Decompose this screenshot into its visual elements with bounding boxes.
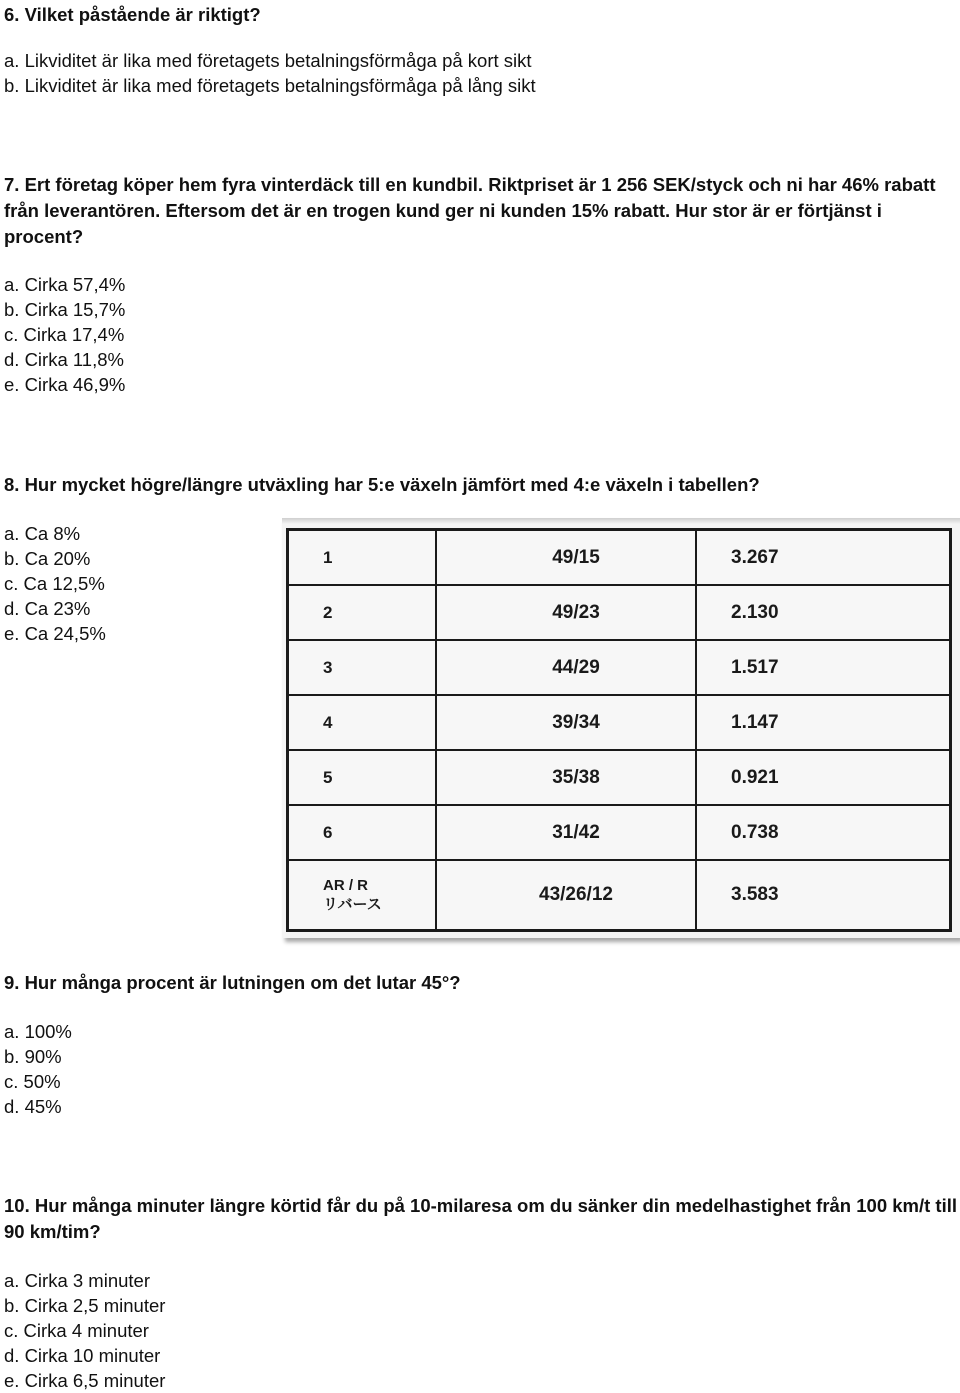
option-9b: b. 90% [4, 1046, 62, 1067]
ratio-cell: 3.583 [696, 860, 951, 930]
gear-cell: 5 [288, 750, 437, 805]
gear-cell: 6 [288, 805, 437, 860]
table-row [288, 530, 951, 586]
teeth-cell: 49/23 [436, 585, 696, 640]
option-8d: d. Ca 23% [4, 598, 91, 619]
option-10a: a. Cirka 3 minuter [4, 1270, 150, 1291]
question-6-text: 6. Vilket påstående är riktigt? [4, 4, 261, 25]
gear-cell: 4 [288, 695, 437, 750]
question-7-options [4, 272, 125, 397]
option-6b: b. Likviditet är lika med företagets betalningsförmåga på lång sikt [4, 75, 536, 96]
option-8e: e. Ca 24,5% [4, 623, 106, 644]
option-7b: b. Cirka 15,7% [4, 299, 126, 320]
table-row [288, 695, 951, 750]
question-7-text: 7. Ert företag köper hem fyra vinterdäck till en kundbil. Riktpriset är 1 256 SEK/styck och ni har 46% rabatt från leverantören. Eftersom det är en trogen kund ger ni kunden 15% rabatt. Hur stor är er förtjänst i procent? [4, 174, 936, 247]
teeth-cell: 31/42 [436, 805, 696, 860]
teeth-cell: 43/26/12 [436, 860, 696, 930]
question-9-options [4, 1019, 72, 1119]
option-8c: c. Ca 12,5% [4, 573, 105, 594]
option-8a: a. Ca 8% [4, 523, 81, 544]
gear-cell: 1 [288, 530, 437, 586]
option-9a: a. 100% [4, 1021, 72, 1042]
question-6-options [4, 48, 536, 98]
table-row-reverse [288, 860, 951, 930]
ratio-cell: 1.517 [696, 640, 951, 695]
option-6a: a. Likviditet är lika med företagets betalningsförmåga på kort sikt [4, 50, 532, 71]
teeth-cell: 39/34 [436, 695, 696, 750]
option-7a: a. Cirka 57,4% [4, 274, 126, 295]
question-10-text: 10. Hur många minuter längre körtid får du på 10-milaresa om du sänker din medelhastighet från 100 km/t till 90 km/tim? [4, 1195, 958, 1242]
option-10d: d. Cirka 10 minuter [4, 1345, 161, 1366]
question-8-options [4, 521, 106, 646]
ratio-cell: 0.921 [696, 750, 951, 805]
option-7e: e. Cirka 46,9% [4, 374, 126, 395]
gear-cell-reverse [288, 860, 437, 930]
option-10b: b. Cirka 2,5 minuter [4, 1295, 166, 1316]
option-9c: c. 50% [4, 1071, 61, 1092]
question-9-text: 9. Hur många procent är lutningen om det lutar 45°? [4, 972, 461, 993]
table-row [288, 640, 951, 695]
gear-cell: 3 [288, 640, 437, 695]
option-9d: d. 45% [4, 1096, 62, 1117]
gear-cell: 2 [288, 585, 437, 640]
teeth-cell: 49/15 [436, 530, 696, 586]
table-row [288, 585, 951, 640]
option-7c: c. Cirka 17,4% [4, 324, 125, 345]
option-8b: b. Ca 20% [4, 548, 91, 569]
reverse-label: AR / R [323, 877, 368, 895]
teeth-cell: 35/38 [436, 750, 696, 805]
option-7d: d. Cirka 11,8% [4, 349, 124, 370]
option-10e: e. Cirka 6,5 minuter [4, 1370, 166, 1391]
ratio-cell: 1.147 [696, 695, 951, 750]
teeth-cell: 44/29 [436, 640, 696, 695]
gear-ratio-table-image [282, 518, 960, 938]
question-10-options [4, 1268, 165, 1393]
option-10c: c. Cirka 4 minuter [4, 1320, 149, 1341]
table-row [288, 750, 951, 805]
ratio-cell: 3.267 [696, 530, 951, 586]
ratio-cell: 2.130 [696, 585, 951, 640]
ratio-cell: 0.738 [696, 805, 951, 860]
reverse-label-japanese: リバース [323, 896, 382, 914]
scan-edge [282, 518, 960, 524]
gear-ratio-table [286, 528, 952, 932]
question-8-text: 8. Hur mycket högre/längre utväxling har 5:e växeln jämfört med 4:e växeln i tabellen? [4, 474, 760, 495]
table-row [288, 805, 951, 860]
